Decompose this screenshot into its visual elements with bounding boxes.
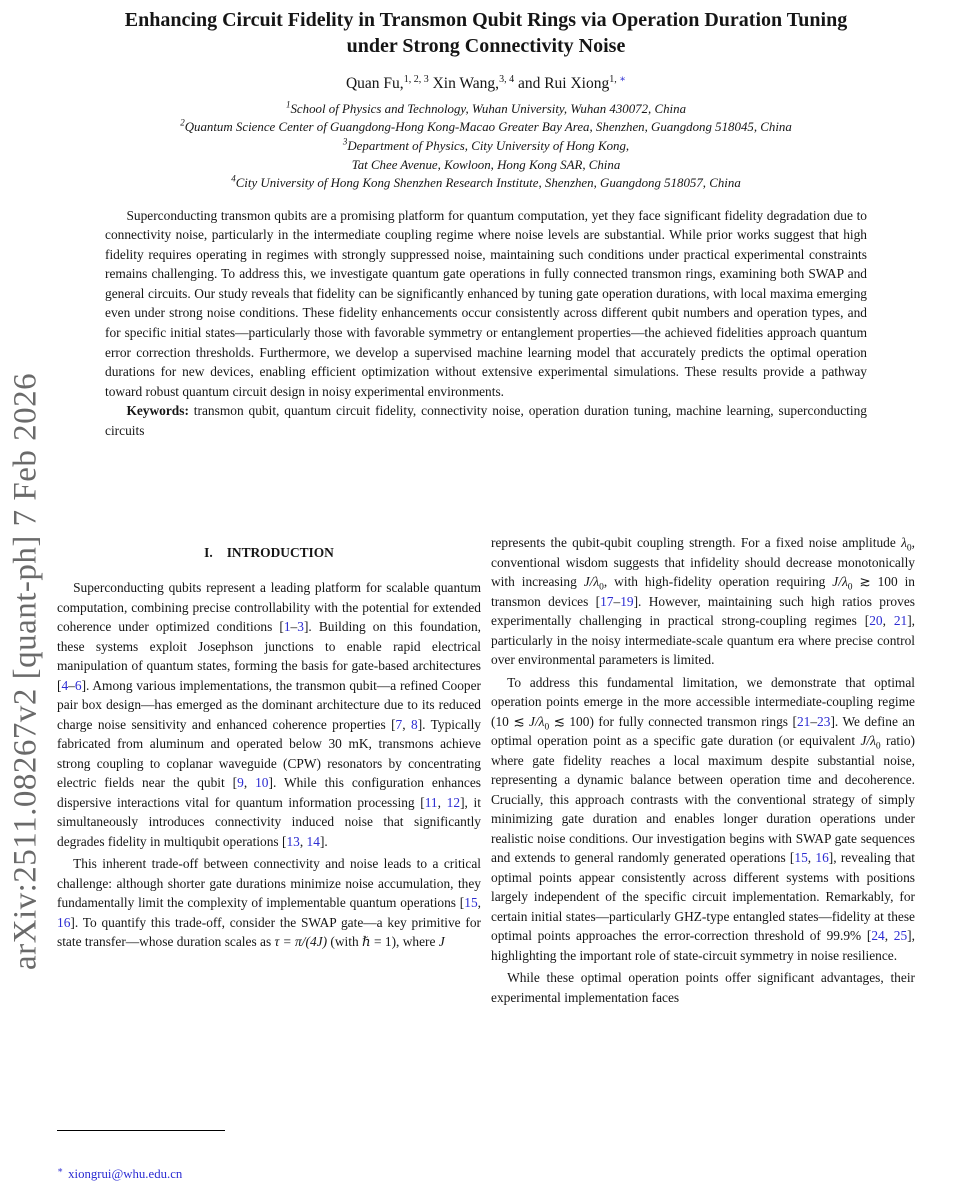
text-segment: τ = π/(4J): [274, 934, 328, 949]
body-paragraph-5: [491, 968, 915, 1007]
citation-link[interactable]: 13: [286, 833, 300, 849]
text-segment: ,: [299, 833, 307, 849]
citation-link[interactable]: 14: [306, 833, 320, 849]
text-segment: Xin Wang,: [428, 74, 500, 92]
paper-title-line1: Enhancing Circuit Fidelity in Transmon Qubit Rings via Operation Duration Tuning: [124, 9, 848, 31]
citation-link[interactable]: 10: [255, 775, 269, 790]
text-segment: represents the qubit-qubit coupling strength. For a fixed noise amplitude: [491, 535, 902, 550]
paper-title: [57, 7, 915, 60]
text-segment: ,: [243, 775, 256, 790]
body-paragraph-4: [491, 673, 915, 966]
text-segment: –: [613, 593, 621, 609]
text-segment: 1,: [609, 73, 620, 85]
citation-link[interactable]: 7: [395, 716, 403, 732]
paper-title-line2: under Strong Connectivity Noise: [346, 35, 626, 58]
text-segment: –: [810, 713, 818, 729]
citation-link[interactable]: 11: [424, 794, 438, 810]
paper-content: [57, 0, 915, 440]
text-segment: 1, 2, 3: [403, 73, 429, 85]
left-column: [57, 533, 481, 955]
affiliation-line-2: [57, 118, 915, 137]
text-segment: ,: [882, 613, 894, 628]
text-segment: –: [290, 619, 298, 634]
text-segment: 3: [342, 136, 348, 147]
affiliation-line-4: [57, 156, 915, 175]
text-segment: 0: [906, 543, 912, 554]
text-segment: ≳ 100 in transmon devices [: [491, 574, 915, 609]
text-segment: City University of Hong Kong Shenzhen Research Institute, Shenzhen, Guangdong 518057, China: [235, 176, 741, 191]
citation-link[interactable]: 19: [620, 593, 634, 609]
text-segment: ], particularly in the noisy intermediate-scale quantum era where precise control over environmental parameters is limited.: [491, 613, 915, 667]
text-segment: ]. Building on this foundation, these systems exploit Josephson junctions to enable rapid electrical manipulation of quantum states, forming the basis for gate-based architectures [: [57, 619, 481, 693]
text-segment: 4: [231, 173, 236, 184]
abstract-text: Superconducting transmon qubits are a promising platform for quantum computation, yet they face significant fidelity degradation due to connectivity noise, particularly in the intermediate coupling regime where noise levels are substantial. While prior works suggest that high fidelity requires operating in regimes with strongly suppressed noise, maintaining such conditions under practical experimental constraints remains challenging. To address this, we investigate quantum gate operations in fully connected transmon rings, examining both SWAP and general circuits. Our study reveals that fidelity can be significantly enhanced by tuning gate operation durations, with local maxima emerging even under strong noise conditions. These fidelity enhancements occur consistently across different qubit numbers and operation types, and for specific initial states—particularly those with favorable symmetry or entanglement properties—the achieved fidelities approach quantum error correction thresholds. Furthermore, we develop a supervised machine learning model that accurately predicts the optimal operation durations for new devices, enabling efficient optimization without extensive experimental simulations. These results provide a pathway toward robust quantum circuit design in noisy experimental environments.: [105, 207, 867, 399]
citation-link[interactable]: 25: [893, 928, 908, 943]
text-segment: To address this fundamental limitation, we demonstrate that optimal operation points emerge in the more accessible intermediate-coupling regime (10 ≲: [491, 674, 915, 729]
text-segment: J/λ: [529, 713, 545, 729]
text-segment: While these optimal operation points offer significant advantages, their experimental implementation faces: [491, 970, 915, 1005]
arxiv-watermark: arXiv:2511.08267v2 [quant-ph] 7 Feb 2026: [7, 372, 44, 970]
section-title: INTRODUCTION: [226, 545, 334, 560]
text-segment: 1: [285, 99, 291, 110]
text-segment: This inherent trade-off between connectivity and noise leads to a critical challenge: although shorter gate durations minimize noise accumulation, they fundamentally limit the complexity of implementable quantum operations [: [57, 856, 481, 910]
text-segment: ratio) where gate fidelity reaches a local maximum despite substantial noise, representing a dynamic balance between operation time and decoherence. Crucially, this approach contrasts with the conventional strategy of simply minimizing gate duration and enables longer duration operations under realistic noise conditions. Our investigation begins with SWAP gate sequences and extends to general randomly generated operations [: [491, 733, 915, 865]
footnote-block: [57, 1130, 481, 1182]
text-segment: ,: [437, 794, 447, 810]
right-column: [491, 533, 915, 1200]
text-segment: 2: [180, 118, 185, 129]
text-segment: ]. Typically fabricated from aluminum and operated below 30 mK, transmons achieve strong coupling to coplanar waveguide (CPW) resonators by concentrating electric fields near the qubit [: [57, 716, 482, 790]
citation-link[interactable]: 9: [237, 775, 244, 790]
text-segment: ].: [319, 833, 328, 849]
citation-link[interactable]: 12: [446, 794, 461, 810]
text-segment: and Rui Xiong: [514, 74, 610, 92]
link[interactable]: ∗: [619, 73, 627, 85]
abstract-block: [105, 206, 867, 441]
text-segment: Department of Physics, City University of Hong Kong,: [347, 138, 630, 153]
citation-link[interactable]: 21: [893, 613, 908, 628]
text-segment: 3, 4: [499, 73, 515, 85]
citation-link[interactable]: 15: [794, 850, 808, 865]
section-heading-introduction: [57, 545, 481, 561]
citation-link[interactable]: 20: [869, 613, 883, 628]
affiliation-line-3: [57, 137, 915, 156]
affiliations-block: [57, 100, 915, 193]
text-segment: = 1), where: [370, 934, 439, 949]
text-segment: 0: [599, 582, 604, 593]
citation-link[interactable]: 3: [297, 619, 304, 634]
authors-line: [57, 75, 915, 93]
text-segment: (with: [327, 934, 363, 949]
keywords-label: Keywords:: [126, 403, 189, 419]
text-segment: , conventional wisdom suggests that infidelity should decrease monotonically with increasing: [491, 535, 915, 589]
email-link[interactable]: xiongrui@whu.edu.cn: [68, 1167, 183, 1181]
citation-link[interactable]: 8: [410, 716, 418, 732]
keywords-line: [105, 401, 867, 440]
body-paragraph-3: [491, 533, 915, 670]
text-segment: , with high-fidelity operation requiring: [603, 574, 833, 589]
text-segment: Quantum Science Center of Guangdong-Hong Kong-Macao Greater Bay Area, Shenzhen, Guangdong 518045, China: [184, 120, 792, 135]
text-segment: ≲ 100) for fully connected transmon rings [: [549, 713, 797, 729]
text-segment: ]. To quantify this trade-off, consider the SWAP gate—a key primitive for state transfer—whose duration scales as: [57, 914, 481, 949]
citation-link[interactable]: 1: [283, 619, 291, 634]
citation-link[interactable]: 21: [796, 713, 811, 729]
text-segment: ,: [884, 928, 894, 943]
citation-link[interactable]: 24: [871, 928, 885, 943]
text-segment: –: [68, 677, 75, 693]
footnote-marker: ∗: [57, 1164, 64, 1175]
text-segment: ,: [477, 895, 481, 910]
text-segment: ,: [402, 716, 411, 732]
text-segment: Quan Fu,: [345, 74, 404, 92]
text-segment: ,: [807, 850, 816, 865]
affiliation-line-5: [57, 174, 915, 193]
section-number: I.: [204, 545, 213, 560]
text-segment: 0: [847, 582, 853, 593]
citation-link[interactable]: 4: [61, 677, 69, 693]
author-email-line: [57, 1164, 481, 1182]
text-segment: ]. We define an optimal operation point as a specific gate duration (or equivalent: [491, 713, 915, 748]
text-segment: Tat Chee Avenue, Kowloon, Hong Kong SAR, China: [351, 157, 621, 172]
citation-link[interactable]: 17: [600, 593, 614, 609]
citation-link[interactable]: 23: [817, 713, 831, 729]
footnote-rule: [57, 1130, 225, 1131]
text-segment: School of Physics and Technology, Wuhan University, Wuhan 430072, China: [290, 101, 687, 116]
two-column-body: [57, 533, 915, 1200]
body-paragraph-1: [57, 578, 481, 851]
text-segment: ], revealing that optimal points appear consistently across different systems with positions largely independent of the specific circuit implementation. Remarkably, for certain initial states—particularly GHZ-type entangled states—fidelity at these optimal points approaches the error-correction threshold of 99.9% [: [491, 850, 915, 943]
text-segment: ]. While this configuration enhances dispersive interactions vital for quantum information processing [: [57, 775, 481, 810]
text-segment: 0: [544, 722, 550, 733]
text-segment: ], highlighting the important role of state-circuit symmetry in noise resilience.: [491, 928, 915, 963]
keywords-text: transmon qubit, quantum circuit fidelity, connectivity noise, operation duration tuning, machine learning, superconducting circuits: [105, 403, 867, 438]
text-segment: J/λ: [860, 733, 876, 748]
text-segment: J/λ: [583, 574, 600, 589]
text-segment: λ: [901, 535, 907, 550]
text-segment: 0: [875, 741, 881, 752]
citation-link[interactable]: 16: [57, 914, 71, 930]
affiliation-line-1: [57, 100, 915, 119]
body-paragraph-2: [57, 854, 481, 952]
text-segment: J: [438, 934, 445, 949]
text-segment: ], it simultaneously introduces connectivity induced noise that significantly degrades fidelity in multiqubit operations [: [57, 794, 481, 849]
text-segment: ]. However, maintaining such high ratios proves experimentally challenging in practical strong-coupling regimes [: [491, 593, 915, 628]
text-segment: J/λ: [832, 574, 848, 589]
text-segment: ℏ: [362, 934, 371, 949]
text-segment: Superconducting qubits represent a leading platform for scalable quantum computation, combining precise controllability with the potential for extended coherence under optimized conditions [: [57, 580, 481, 634]
citation-link[interactable]: 15: [464, 895, 478, 910]
citation-link[interactable]: 6: [74, 677, 82, 693]
text-segment: ]. Among various implementations, the transmon qubit—a refined Cooper pair box design—has emerged as the dominant architecture due to its reduced charge noise sensitivity and enhanced coherence properties [: [57, 677, 481, 732]
citation-link[interactable]: 16: [815, 850, 829, 865]
